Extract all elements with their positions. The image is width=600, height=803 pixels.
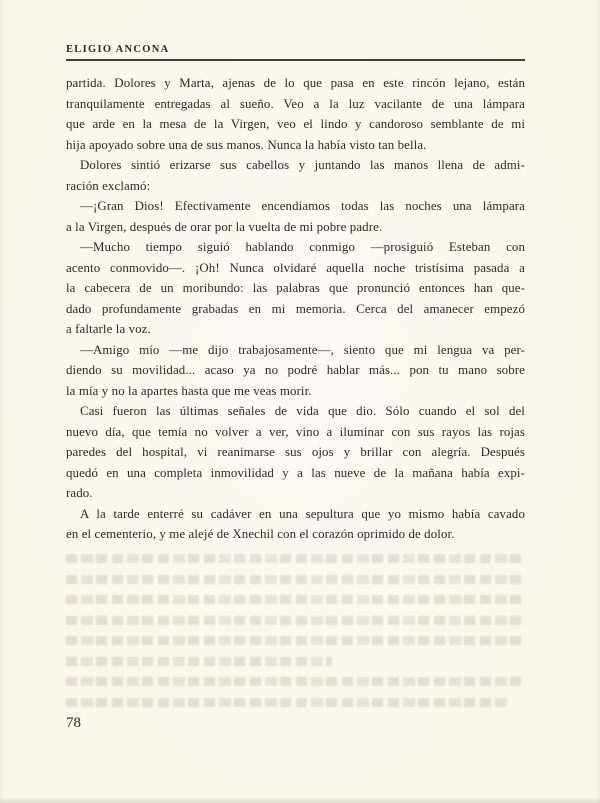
text-line: partida. Dolores y Marta, ajenas de lo que pasa en este rincón lejano, están — [66, 76, 525, 90]
text-line: rado. — [66, 486, 93, 500]
paragraph — [66, 237, 525, 340]
showthrough-line — [66, 636, 525, 645]
paragraph — [66, 401, 525, 504]
running-header-text: ELIGIO ANCONA — [66, 44, 170, 55]
text-line: hija apoyado sobre una de sus manos. Nunca la había visto tan bella. — [66, 137, 427, 152]
text-line: ración exclamó: — [66, 178, 151, 193]
text-line: A la tarde enterré su cadáver en una sepultura que yo mismo había cavado — [80, 506, 525, 521]
text-line: —Amigo mío —me dijo trabajosamente—, siento que mi lengua va per- — [80, 342, 525, 357]
text-line: paredes del hospital, vi reanimarse sus ojos y brillar con alegría. Después — [66, 445, 525, 459]
text-line: dado profundamente grabadas en mi memoria. Cerca del amanecer empezó — [66, 301, 525, 316]
showthrough-line — [66, 698, 507, 707]
running-header — [66, 44, 525, 61]
text-line: que arde en la mesa de la Virgen, veo el lindo y candoroso semblante de mi — [66, 117, 525, 131]
text-line: diendo su movilidad... acaso ya no podré hablar más... pon tu mano sobre — [66, 363, 525, 377]
paragraph — [66, 155, 525, 196]
page-number: 78 — [66, 715, 81, 731]
showthrough-line — [66, 575, 525, 584]
header-rule — [66, 59, 525, 61]
text-line: nuevo día, que temía no volver a ver, vino a iluminar con sus rayos las rojas — [66, 424, 525, 439]
text-line: la mía y no la apartes hasta que me veas morir. — [66, 383, 312, 398]
paragraph — [66, 196, 525, 237]
showthrough-line — [66, 554, 525, 563]
showthrough-line — [66, 595, 525, 604]
showthrough-line — [66, 677, 525, 686]
text-line: a la Virgen, después de orar por la vuelta de mi pobre padre. — [66, 219, 383, 234]
paragraph — [66, 73, 525, 155]
text-line: acento conmovido—. ¡Oh! Nunca olvidaré aquella noche tristísima pasada a — [66, 260, 525, 275]
text-line: Casi fueron las últimas señales de vida que dio. Sólo cuando el sol del — [80, 404, 525, 418]
text-line: a faltarle la voz. — [66, 322, 151, 336]
body-text — [66, 73, 525, 545]
showthrough-line — [66, 616, 525, 625]
paragraph — [66, 504, 525, 545]
text-line: quedó en una completa inmovilidad y a las nueve de la mañana había expi- — [66, 465, 525, 480]
page-showthrough — [66, 554, 525, 718]
showthrough-line — [66, 657, 332, 666]
text-line: —¡Gran Dios! Efectivamente encendíamos todas las noches una lámpara — [80, 199, 525, 213]
paragraph — [66, 340, 525, 402]
text-line: tranquilamente entregadas al sueño. Veo a la luz vacilante de una lámpara — [66, 96, 525, 111]
text-line: en el cementerio, y me alejé de Xnechil con el corazón oprimido de dolor. — [66, 527, 455, 541]
text-line: —Mucho tiempo siguió hablando conmigo —prosiguió Esteban con — [80, 240, 525, 254]
text-line: la cabecera de un moribundo: las palabras que pronunció entonces han que- — [66, 281, 525, 295]
text-line: Dolores sintió erizarse sus cabellos y juntando las manos llena de admi- — [80, 158, 525, 172]
